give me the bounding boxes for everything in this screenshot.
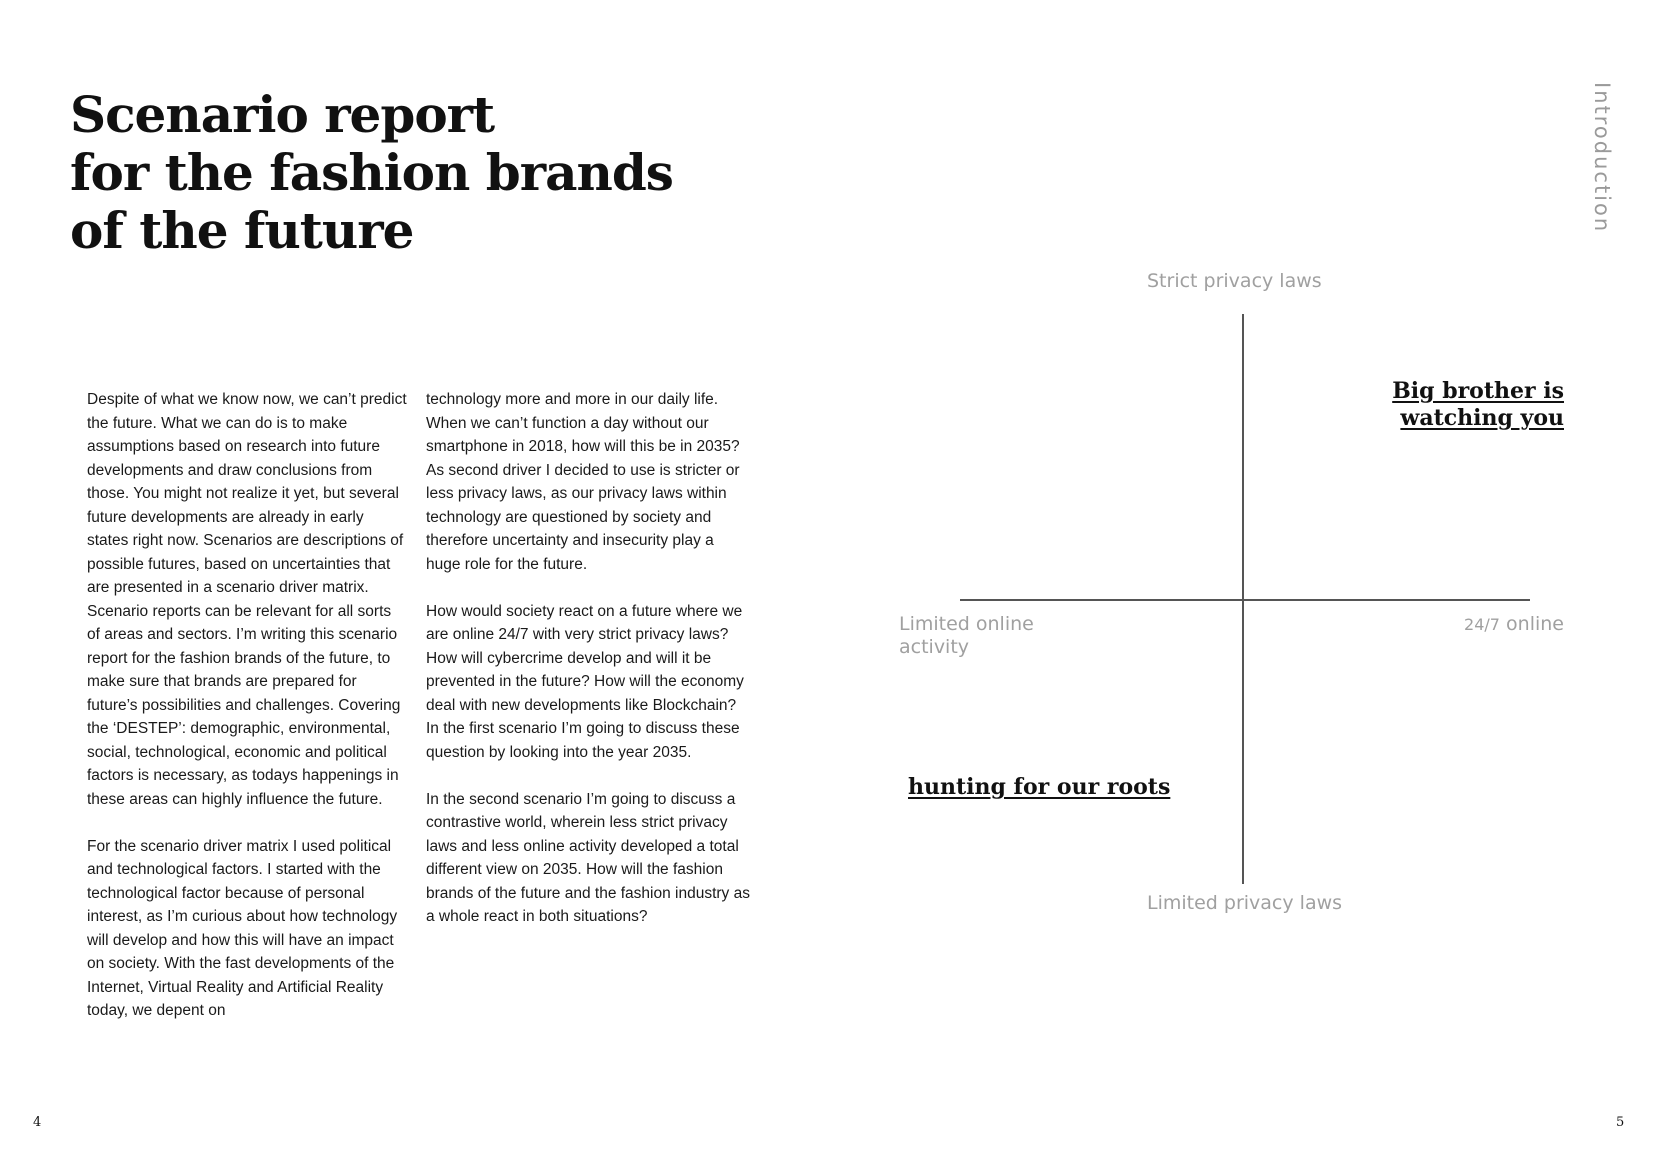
matrix-right-label-number: 24/7 [1464,615,1500,634]
body-column-right [426,388,751,929]
body-paragraph: For the scenario driver matrix I used political and technological factors. I started with the technological factor because of personal interest, as I’m curious about how technology will develop and how this will have an impact on society. With the fast developments of the Internet, Virtual Reality and Artificial Reality today, we depent on [87,837,398,1019]
matrix-left-label: Limited online activity [899,613,1034,658]
title-line-1: Scenario report [70,85,495,144]
matrix-horizontal-axis [960,599,1530,601]
matrix-top-label: Strict privacy laws [1147,270,1322,292]
page-number-right: 5 [1616,1115,1625,1130]
scenario-top-right: Big brother is watching you [1392,378,1564,431]
body-paragraph: How would society react on a future where we are online 24/7 with very strict privacy laws? How will cybercrime develop and will it be prevented in the future? How will the economy deal with new developments like Blockchain? In the first scenario I’m going to discuss these question by looking into the year 2035. [426,602,744,761]
title-line-3: of the future [70,201,414,260]
page-title [70,86,770,260]
scenario-bottom-left: hunting for our roots [908,774,1171,800]
body-paragraph: technology more and more in our daily life. When we can’t function a day without our smartphone in 2018, how will this be in 2035? As second driver I decided to use is stricter or less privacy laws, as our privacy laws within technology are questioned by society and therefore uncertainty and insecurity play a huge role for the future. [426,391,740,573]
page-number-left: 4 [33,1115,42,1130]
body-paragraph: Despite of what we know now, we can’t predict the future. What we can do is to make assumptions based on research into future developments and draw conclusions from those. You might not realize it yet, but several future developments are already in early states right now. Scenarios are descriptions of possible futures, based on uncertainties that are presented in a scenario driver matrix. Scenario reports can be relevant for all sorts of areas and sectors. I’m writing this scenario report for the fashion brands of the future, to make sure that brands are prepared for future’s possibilities and challenges. Covering the ‘DESTEP’: demographic, environmental, social, technological, economic and political factors is necessary, as todays happenings in these areas can highly influence the future. [87,391,407,808]
matrix-bottom-label: Limited privacy laws [1147,892,1343,914]
section-tab-label: Introduction [1590,82,1614,234]
body-column-left [87,388,407,1023]
matrix-right-label-text: online [1506,613,1564,635]
scenario-driver-matrix [890,270,1590,930]
section-tab [1590,82,1620,232]
body-paragraph: In the second scenario I’m going to discuss a contrastive world, wherein less strict privacy laws and less online activity developed a total different view on 2035. How will the fashion brands of the future and the fashion industry as a whole react in both situations? [426,790,750,925]
matrix-right-label [1464,613,1564,636]
title-line-2: for the fashion brands [70,143,673,202]
